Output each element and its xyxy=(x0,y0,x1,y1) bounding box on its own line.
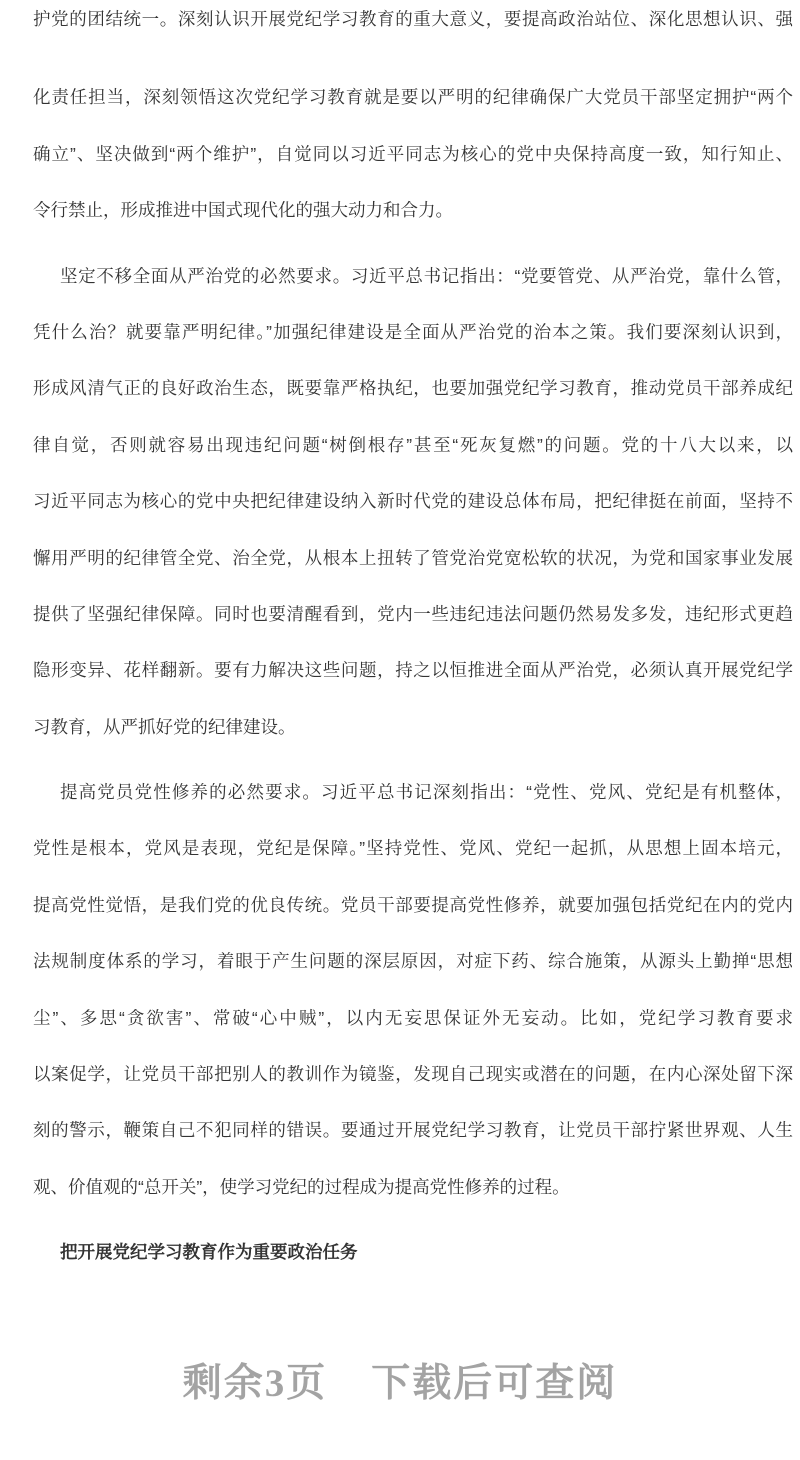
text-line: 刻的警示，鞭策自己不犯同样的错误。要通过开展党纪学习教育，让党员干部拧紧世界观、人生 xyxy=(33,1120,793,1141)
text-line: 提高党员党性修养的必然要求。习近平总书记深刻指出：“党性、党风、党纪是有机整体， xyxy=(60,782,793,803)
text-line: 尘”、多思“贪欲害”、常破“心中贼”，以内无妄思保证外无妄动。比如，党纪学习教育要求 xyxy=(33,1007,793,1028)
text-line: 党性是根本，党风是表现，党纪是保障。”坚持党性、党风、党纪一起抓，从思想上固本培元， xyxy=(33,838,793,859)
download-hint-label: 下载后可查阅 xyxy=(371,1362,618,1405)
paywall-banner xyxy=(0,1352,800,1408)
text-line: 律自觉，否则就容易出现违纪问题“树倒根存”甚至“死灰复燃”的问题。党的十八大以来，以 xyxy=(33,434,793,455)
text-line: 令行禁止，形成推进中国式现代化的强大动力和合力。 xyxy=(33,200,453,221)
text-line: 把开展党纪学习教育作为重要政治任务 xyxy=(60,1242,358,1263)
text-line: 坚定不移全面从严治党的必然要求。习近平总书记指出：“党要管党、从严治党，靠什么管， xyxy=(60,265,793,286)
text-line: 法规制度体系的学习，着眼于产生问题的深层原因，对症下药、综合施策，从源头上勤掸“思想 xyxy=(33,951,793,972)
text-line: 观、价值观的“总开关”，使学习党纪的过程成为提高党性修养的过程。 xyxy=(33,1176,570,1197)
text-line: 懈用严明的纪律管全党、治全党，从根本上扭转了管党治党宽松软的状况，为党和国家事业发展 xyxy=(33,547,793,568)
pages-remaining-label: 剩余3页 xyxy=(182,1362,328,1405)
text-line: 隐形变异、花样翻新。要有力解决这些问题，持之以恒推进全面从严治党，必须认真开展党纪学 xyxy=(33,660,793,681)
para-party-spirit-cultivation xyxy=(33,764,793,1215)
text-line: 护党的团结统一。深刻认识开展党纪学习教育的重大意义，要提高政治站位、深化思想认识、强 xyxy=(33,9,793,29)
document-body xyxy=(33,0,793,1281)
text-line: 确立”、坚决做到“两个维护”，自觉同以习近平同志为核心的党中央保持高度一致，知行知止、 xyxy=(33,143,793,164)
text-line: 习近平同志为核心的党中央把纪律建设纳入新时代党的建设总体布局，把纪律挺在前面，坚持不 xyxy=(33,491,793,512)
text-line: 以案促学，让党员干部把别人的教训作为镜鉴，发现自己现实或潜在的问题，在内心深处留下深 xyxy=(33,1064,793,1085)
text-line: 化责任担当，深刻领悟这次党纪学习教育就是要以严明的纪律确保广大党员干部坚定拥护“两个 xyxy=(33,87,793,108)
text-line: 习教育，从严抓好党的纪律建设。 xyxy=(33,716,296,737)
text-line: 提高党性觉悟，是我们党的优良传统。党员干部要提高党性修养，就要加强包括党纪在内的党内 xyxy=(33,894,793,915)
para-heading-political-task xyxy=(33,1224,793,1280)
text-line: 提供了坚强纪律保障。同时也要清醒看到，党内一些违纪违法问题仍然易发多发，违纪形式更趋 xyxy=(33,603,793,624)
para-strict-party-governance xyxy=(33,248,793,756)
text-line: 形成风清气正的良好政治生态，既要靠严格执纪，也要加强党纪学习教育，推动党员干部养成纪 xyxy=(33,378,793,399)
para-continuation xyxy=(33,0,793,239)
text-line: 凭什么治？就要靠严明纪律。”加强纪律建设是全面从严治党的治本之策。我们要深刻认识到， xyxy=(33,321,793,342)
